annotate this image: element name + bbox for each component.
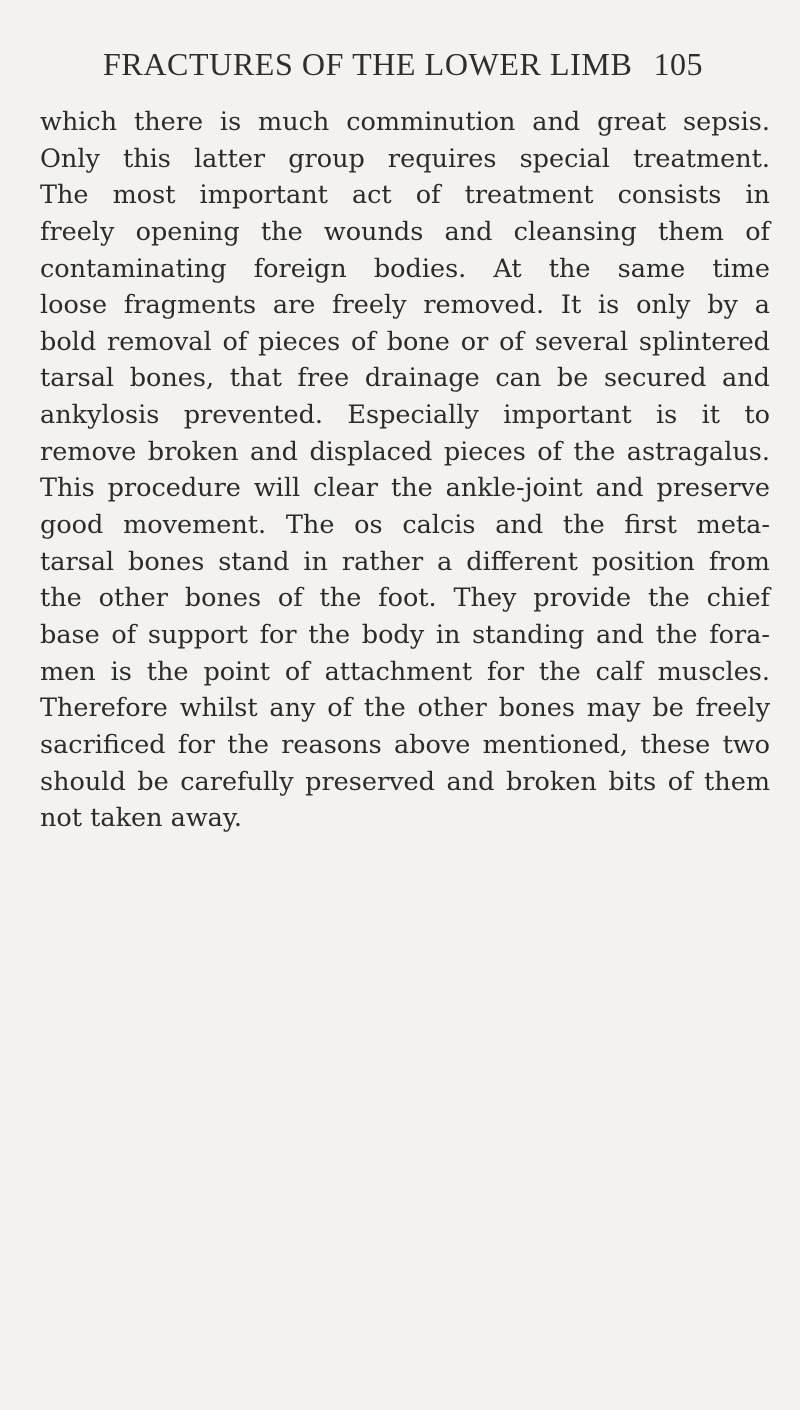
text-line: The most important act of treatment consists in: [40, 180, 770, 211]
text-line: sacrificed for the reasons above mentioned, these two: [40, 729, 770, 760]
text-line: remove broken and displaced pieces of the astragalus.: [40, 436, 770, 467]
text-line: not taken away.: [40, 803, 243, 834]
text-line: This procedure will clear the ankle-joint and preserve: [40, 473, 770, 504]
text-line: freely opening the wounds and cleansing them of: [40, 216, 770, 247]
text-line: which there is much comminution and great sepsis.: [40, 107, 770, 137]
body-paragraph: [40, 104, 770, 837]
text-line: ankylosis prevented. Especially important is it to: [40, 400, 770, 431]
page-number: 105: [653, 46, 703, 82]
text-line: good movement. The os calcis and the first meta-: [40, 510, 770, 541]
text-line: tarsal bones, that free drainage can be secured and: [40, 363, 770, 394]
text-line: bold removal of pieces of bone or of several splintered: [40, 326, 770, 357]
text-line: base of support for the body in standing and the fora-: [40, 619, 770, 650]
running-title: FRACTURES OF THE LOWER LIMB: [103, 46, 633, 82]
text-line: should be carefully preserved and broken bits of them: [40, 766, 770, 797]
text-line: loose fragments are freely removed. It is only by a: [40, 290, 770, 321]
text-line: Therefore whilst any of the other bones may be freely: [40, 693, 770, 724]
text-line: the other bones of the foot. They provide the chief: [40, 583, 770, 614]
text-line: men is the point of attachment for the calf muscles.: [40, 656, 770, 687]
text-line: tarsal bones stand in rather a different position from: [40, 546, 770, 577]
text-line: contaminating foreign bodies. At the same time: [40, 253, 770, 284]
text-line: Only this latter group requires special treatment.: [40, 143, 770, 174]
running-head: [103, 44, 703, 94]
